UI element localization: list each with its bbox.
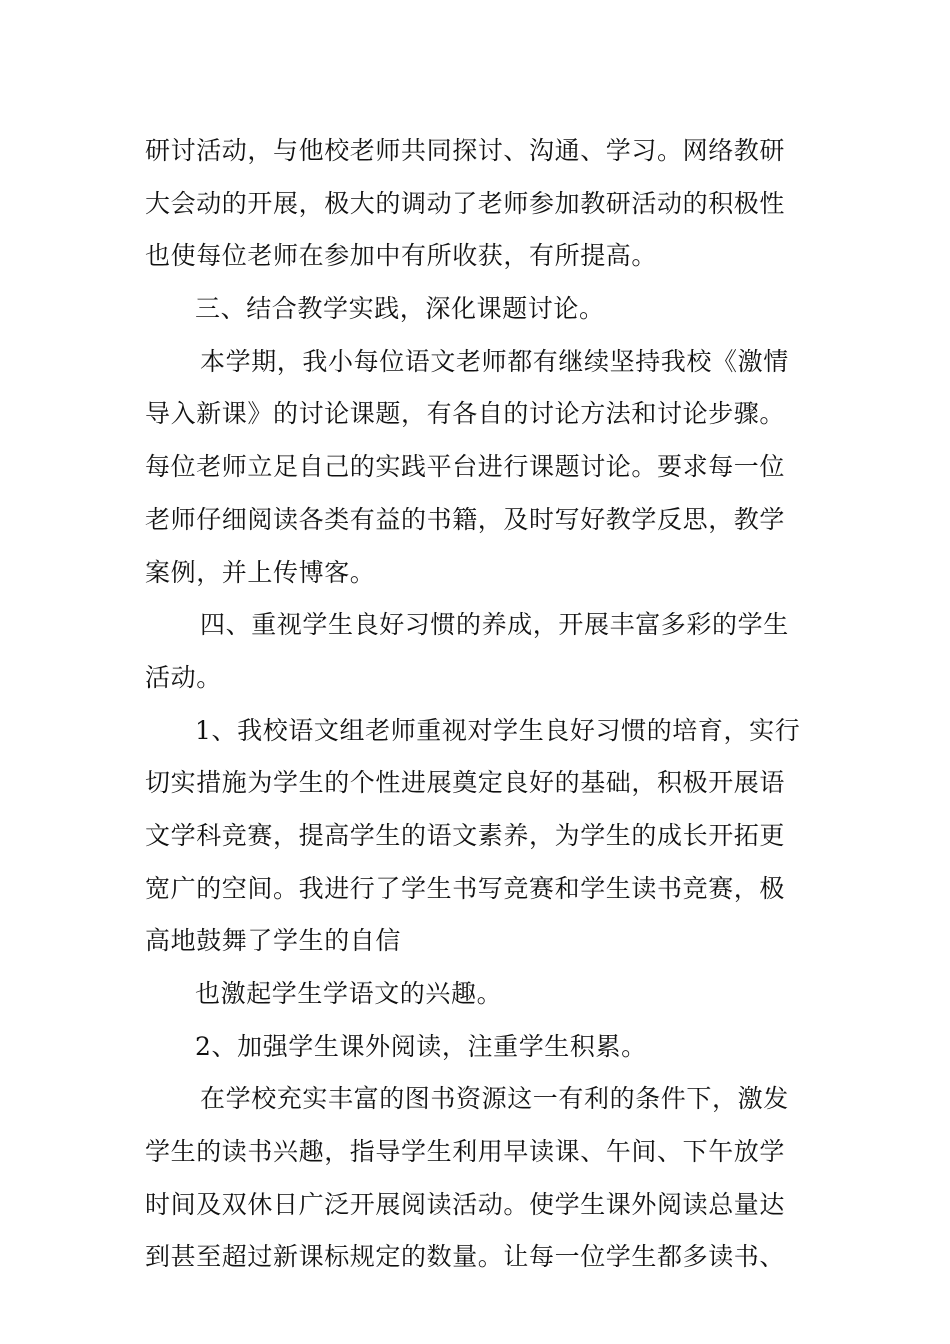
text-line: 时间及双休日广泛开展阅读活动。使学生课外阅读总量达 xyxy=(145,1189,786,1219)
text-line: 学生的读书兴趣，指导学生利用早读课、午间、下午放学 xyxy=(145,1137,786,1167)
text-line: 本学期，我小每位语文老师都有继续坚持我校《激情 xyxy=(200,346,789,376)
text-line: 切实措施为学生的个性进展奠定良好的基础，积极开展语 xyxy=(145,768,786,798)
text-line: 三、结合教学实践，深化课题讨论。 xyxy=(195,294,605,324)
text-line: 1、我校语文组老师重视对学生良好习惯的培育，实行 xyxy=(195,715,801,745)
text-line: 大会动的开展，极大的调动了老师参加教研活动的积极性 xyxy=(145,188,786,218)
text-line: 高地鼓舞了学生的自信 xyxy=(145,926,402,956)
text-line: 宽广的空间。我进行了学生书写竞赛和学生读书竞赛，极 xyxy=(145,873,786,903)
text-line: 老师仔细阅读各类有益的书籍，及时写好教学反思，教学 xyxy=(145,504,786,534)
text-line: 到甚至超过新课标规定的数量。让每一位学生都多读书、 xyxy=(145,1242,786,1272)
text-line: 2、加强学生课外阅读，注重学生积累。 xyxy=(195,1031,647,1061)
text-line: 也激起学生学语文的兴趣。 xyxy=(195,979,503,1008)
text-line: 在学校充实丰富的图书资源这一有利的条件下，激发 xyxy=(200,1084,789,1114)
text-line: 案例，并上传博客。 xyxy=(145,557,376,587)
text-line: 也使每位老师在参加中有所收获，有所提高。 xyxy=(145,241,658,271)
text-line: 研讨活动，与他校老师共同探讨、沟通、学习。网络教研 xyxy=(145,136,786,165)
text-line: 导入新课》的讨论课题，有各自的讨论方法和讨论步骤。 xyxy=(145,399,786,429)
text-line: 文学科竞赛，提高学生的语文素养，为学生的成长开拓更 xyxy=(145,820,786,850)
text-line: 每位老师立足自己的实践平台进行课题讨论。要求每一位 xyxy=(145,452,786,482)
text-line: 活动。 xyxy=(145,662,222,692)
text-line: 四、重视学生良好习惯的养成，开展丰富多彩的学生 xyxy=(200,610,789,640)
document-body xyxy=(145,125,810,1284)
